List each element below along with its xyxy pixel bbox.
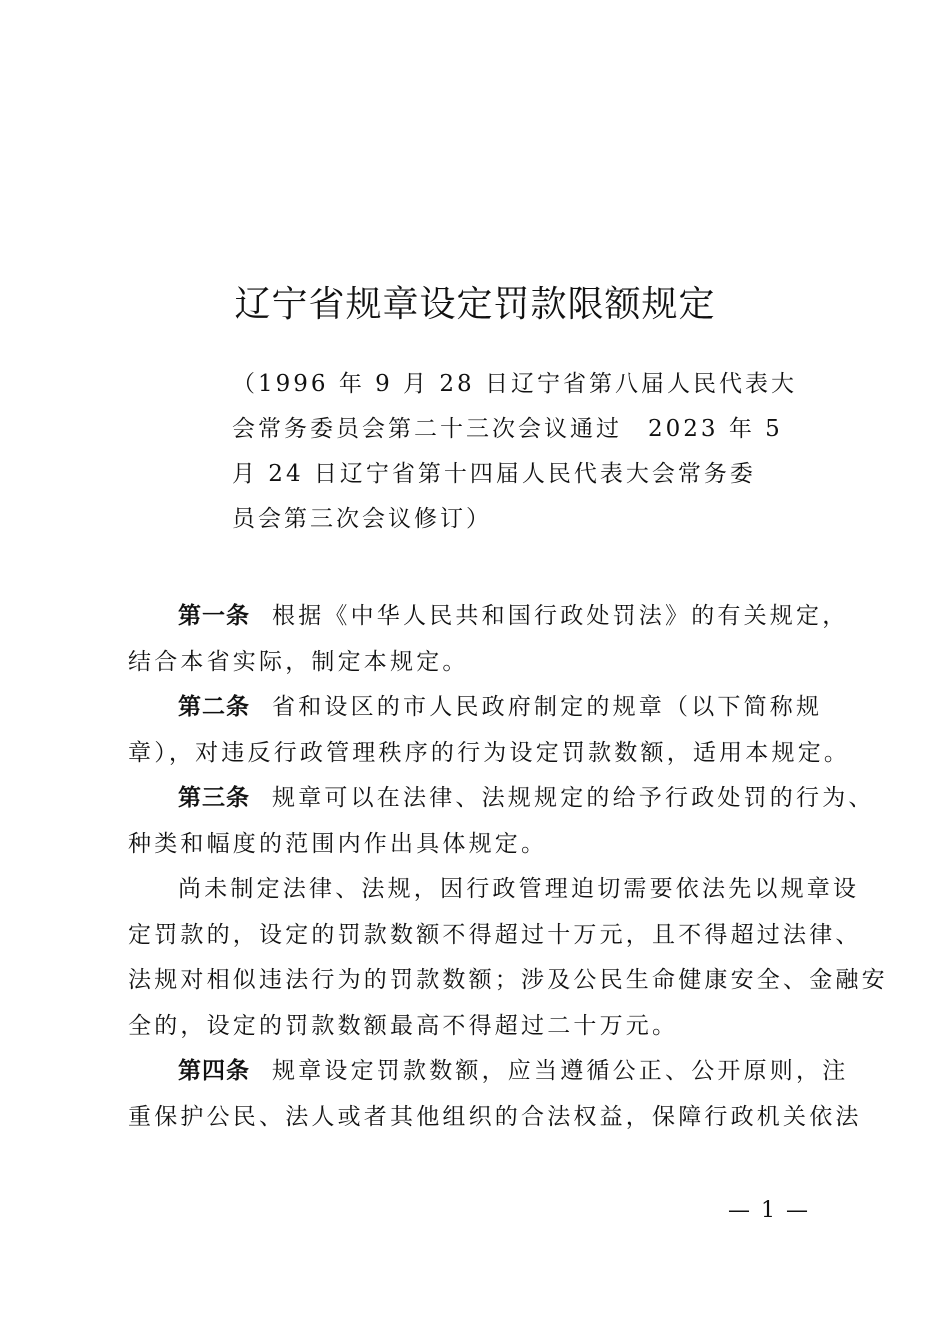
article-2-continuation: 章），对违反行政管理秩序的行为设定罚款数额，适用本规定。 <box>128 739 851 766</box>
article-3 <box>128 776 875 867</box>
article-4-first-line <box>128 1049 848 1095</box>
page-number: — 1 — <box>728 1198 810 1223</box>
article-number: 第四条 <box>178 1058 250 1084</box>
article-4-continuation: 重保护公民、法人或者其他组织的合法权益，保障行政机关依法 <box>128 1103 862 1130</box>
article-3-first-line <box>128 776 875 822</box>
article-4 <box>128 1049 862 1140</box>
article-2-first-line <box>128 685 848 731</box>
adoption-note-line: （1996 年 9 月 28 日辽宁省第八届人民代表大 <box>232 371 797 397</box>
article-2 <box>128 685 851 776</box>
adoption-note <box>232 362 797 542</box>
article-1 <box>128 594 848 685</box>
adoption-note-line: 月 24 日辽宁省第十四届人民代表大会常务委 <box>232 461 756 487</box>
article-number: 第二条 <box>178 694 250 720</box>
article-1-continuation: 结合本省实际，制定本规定。 <box>128 648 469 675</box>
document-title: 辽宁省规章设定罚款限额规定 <box>234 284 716 326</box>
article-3-paragraph-2 <box>128 867 888 1049</box>
article-text: 规章设定罚款数额，应当遵循公正、公开原则，注 <box>272 1058 849 1084</box>
article-text: 省和设区的市人民政府制定的规章（以下简称规 <box>272 694 823 720</box>
paragraph-line: 尚未制定法律、法规，因行政管理迫切需要依法先以规章设 <box>178 876 860 902</box>
article-number: 第一条 <box>178 603 250 629</box>
document-body <box>128 594 888 1140</box>
adoption-note-line: 会常务委员会第二十三次会议通过 2023 年 5 <box>232 416 783 442</box>
article-3-continuation: 种类和幅度的范围内作出具体规定。 <box>128 830 548 857</box>
article-text: 根据《中华人民共和国行政处罚法》的有关规定， <box>272 603 849 629</box>
adoption-note-line: 员会第三次会议修订） <box>232 506 492 532</box>
paragraph-line: 全的，设定的罚款数额最高不得超过二十万元。 <box>128 1012 679 1039</box>
paragraph-line: 定罚款的，设定的罚款数额不得超过十万元，且不得超过法律、 <box>128 921 862 948</box>
article-1-first-line <box>128 594 848 640</box>
article-number: 第三条 <box>178 785 250 811</box>
paragraph-line: 法规对相似违法行为的罚款数额；涉及公民生命健康安全、金融安 <box>128 967 888 993</box>
article-text: 规章可以在法律、法规规定的给予行政处罚的行为、 <box>272 785 875 811</box>
